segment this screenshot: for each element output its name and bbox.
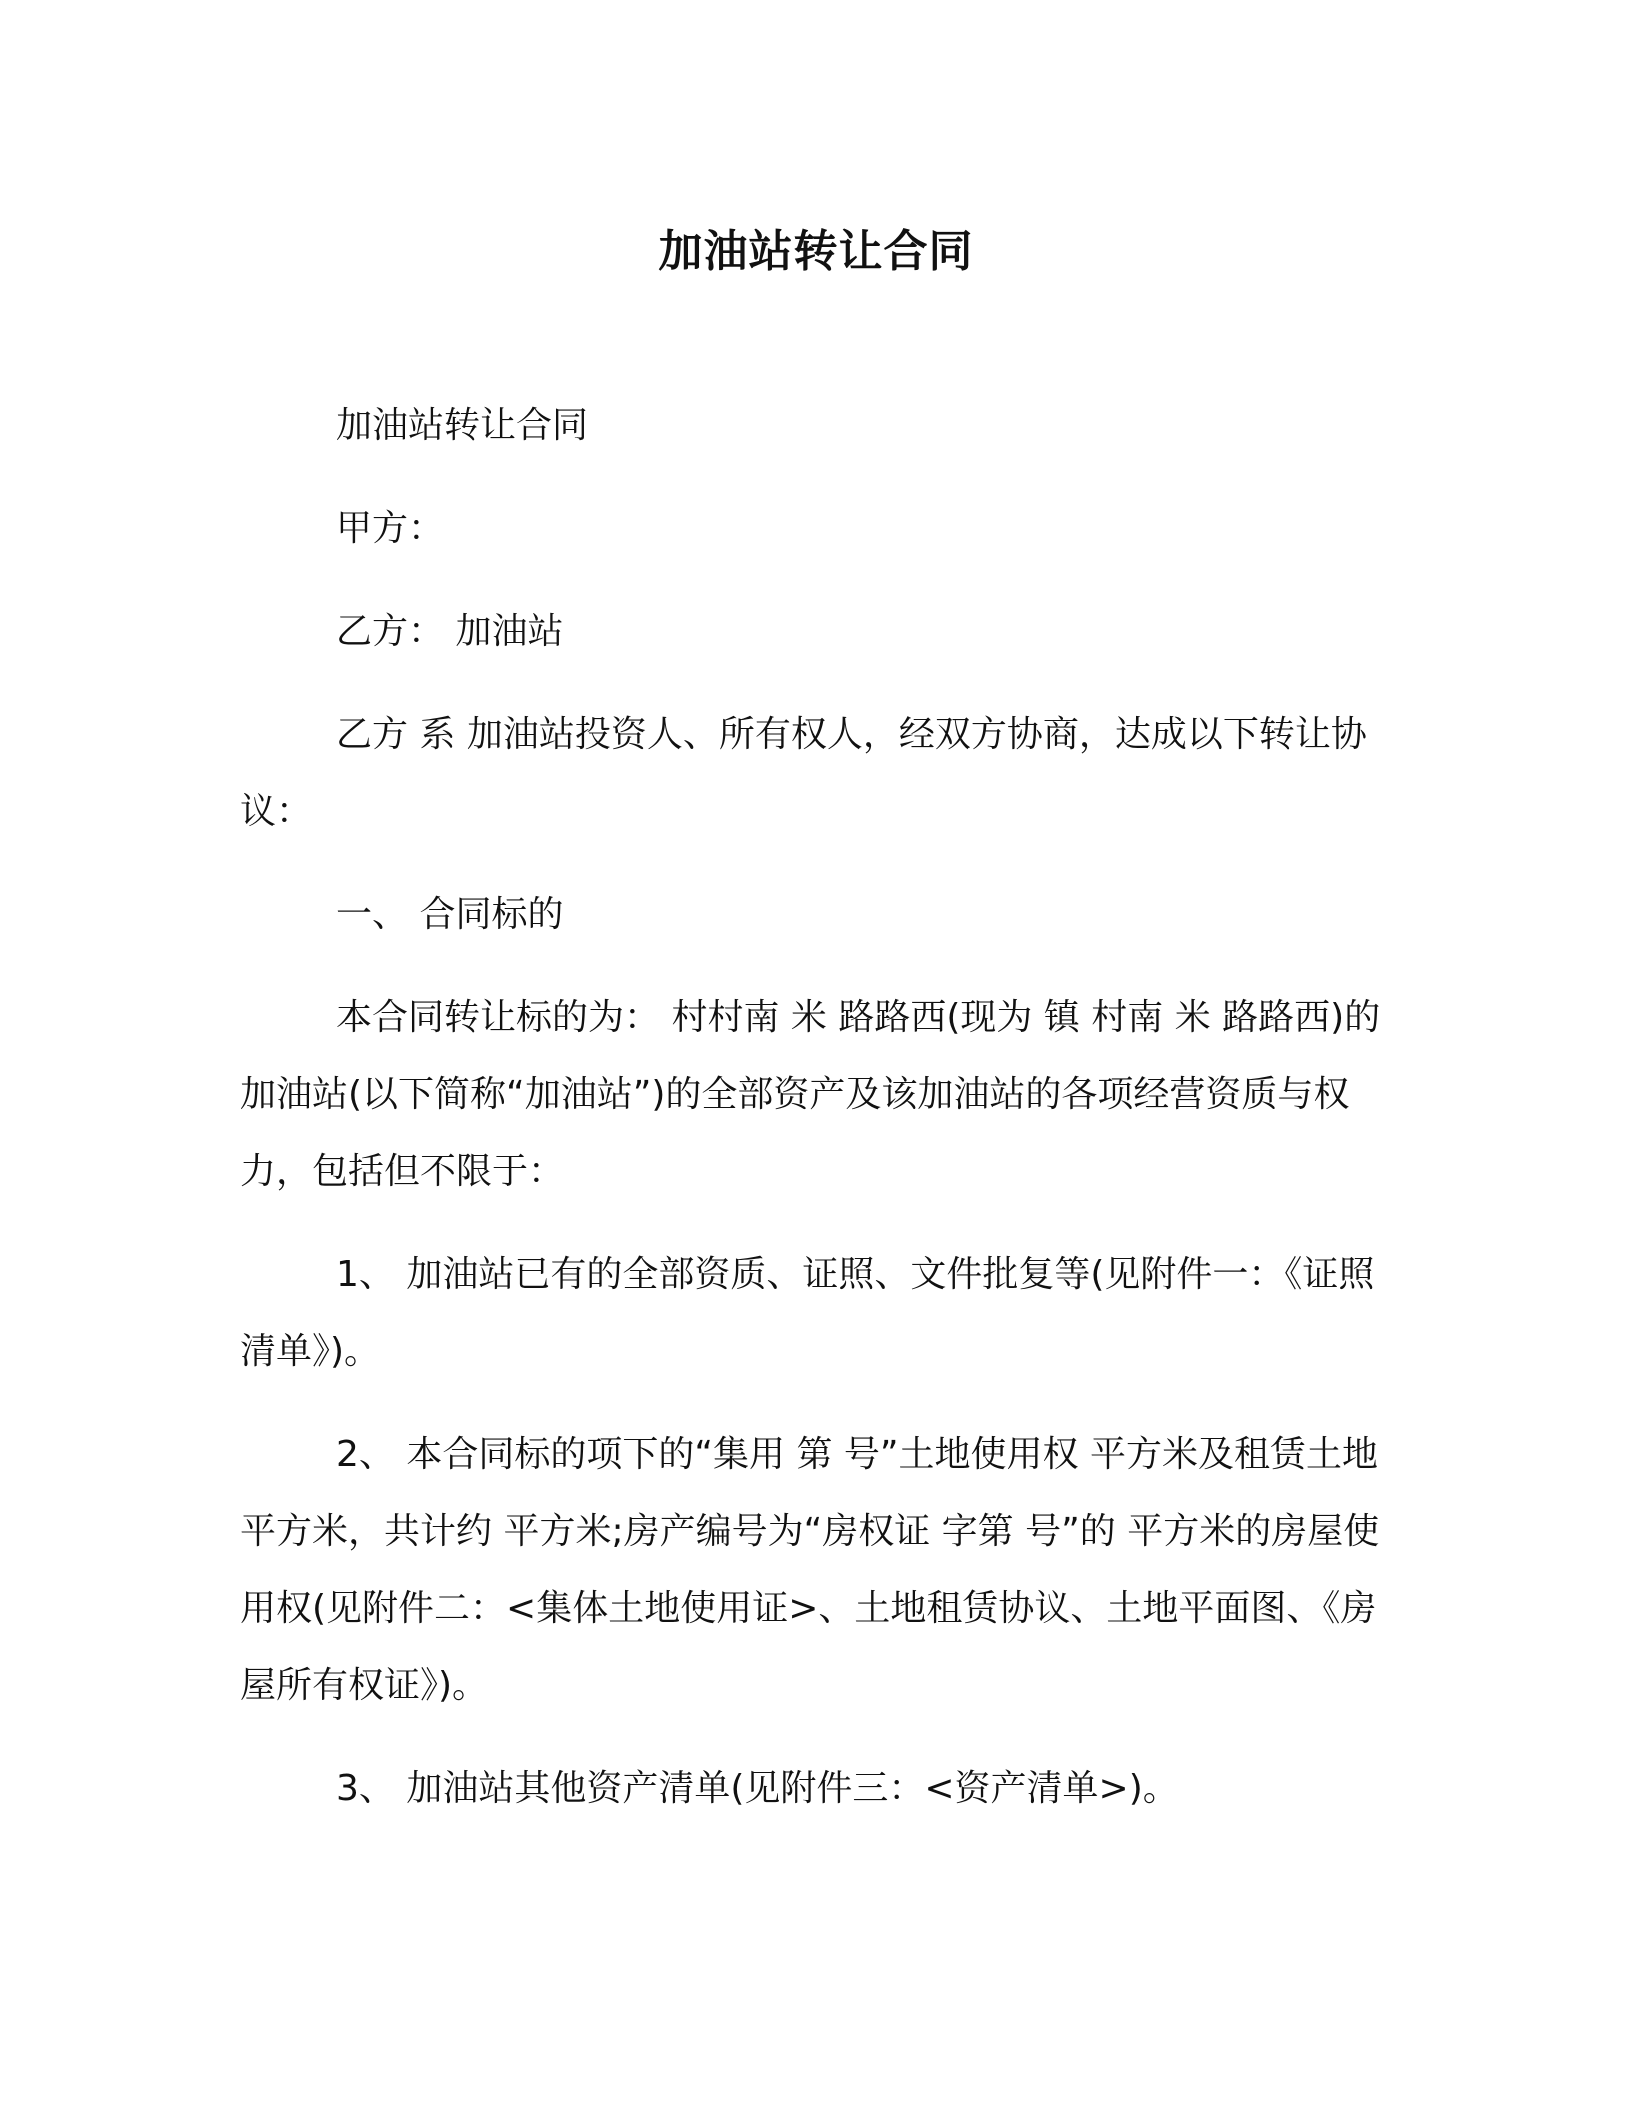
party-a-line: 甲方： — [336, 508, 445, 549]
party-b-line: 乙方： 加油站 — [336, 611, 564, 652]
document-title: 加油站转让合同 — [658, 226, 974, 277]
subtitle-paragraph: 加油站转让合同 — [336, 405, 589, 446]
list-item-3: 3、 加油站其他资产清单(见附件三：<资产清单>)。 — [336, 1768, 1179, 1809]
subject-paragraph: 本合同转让标的为： 村村南 米 路路西(现为 镇 村南 米 路路西)的 加油站(以下简称“加油站”)的全部资产及该加油站的各项经营资质与权力，包括但不限于： — [240, 997, 1381, 1192]
list-item-1: 1、 加油站已有的全部资质、证照、文件批复等(见附件一：《证照清单》)。 — [240, 1254, 1375, 1372]
intro-paragraph: 乙方 系 加油站投资人、所有权人，经双方协商，达成以下转让协议： — [240, 714, 1367, 832]
section-heading: 一、 合同标的 — [336, 894, 564, 935]
list-item-2: 2、 本合同标的项下的“集用 第 号”土地使用权 平方米及租赁土地 平方米，共计约 平方米;房产编号为“房权证 字第 号”的 平方米的房屋使用权(见附件二：<集体土地使用证>、土地租赁协议、土地平面图、《房屋所有权证》)。 — [240, 1434, 1380, 1706]
